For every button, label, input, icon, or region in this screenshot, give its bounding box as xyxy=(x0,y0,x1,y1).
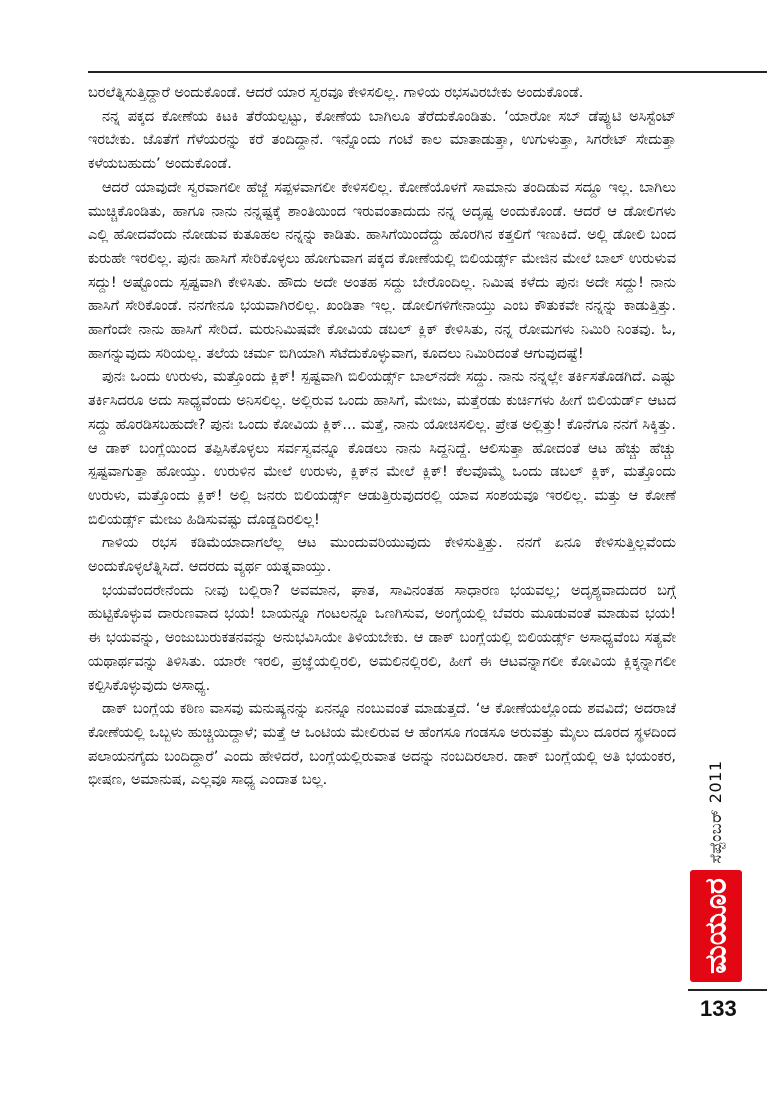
article-body xyxy=(88,82,676,793)
page-number: 133 xyxy=(700,996,737,1021)
paragraph: ನನ್ನ ಪಕ್ಕದ ಕೋಣೆಯ ಕಿಟಕಿ ತೆರೆಯಲ್ಪಟ್ಟು, ಕೋಣೆಯ ಬಾಗಿಲೂ ತೆರೆದುಕೊಂಡಿತು. ‘ಯಾರೋ ಸಬ್ ಡೆಪ್ಯುಟಿ ಅಸಿಸ್ಟೆಂಟ್ ಇರಬೇಕು. ಜೊತೆಗೆ ಗೆಳೆಯರನ್ನು ಕರೆ ತಂದಿದ್ದಾನೆ. ಇನ್ನೊಂದು ಗಂಟೆ ಕಾಲ ಮಾತಾಡುತ್ತಾ, ಉಗುಳುತ್ತಾ, ಸಿಗರೇಟ್ ಸೇದುತ್ತಾ ಕಳೆಯಬಹುದು’ ಅಂದುಕೊಂಡೆ. xyxy=(88,108,676,173)
bottom-rule xyxy=(688,989,767,991)
magazine-logo xyxy=(690,870,742,982)
magazine-logo-text: ಮಯೂರ xyxy=(698,878,734,974)
paragraph: ಪುನಃ ಒಂದು ಉರುಳು, ಮತ್ತೊಂದು ಕ್ಲಿಕ್! ಸ್ಪಷ್ಟವಾಗಿ ಬಿಲಿಯರ್ಡ್ಸ್ ಬಾಲ್‌ನದೇ ಸದ್ದು. ನಾನು ನನ್ನಲ್ಲೇ ತರ್ಕಿಸತೊಡಗಿದೆ. ಎಷ್ಟು ತರ್ಕಿಸಿದರೂ ಅದು ಸಾಧ್ಯವೆಂದು ಅನಿಸಲಿಲ್ಲ. ಅಲ್ಲಿರುವ ಒಂದು ಹಾಸಿಗೆ, ಮೇಜು, ಮತ್ತೆರಡು ಕುರ್ಚಿಗಳು ಹೀಗೆ ಬಿಲಿಯರ್ಡ್ ಆಟದ ಸದ್ದು ಹೊರಡಿಸಬಹುದೇ? ಪುನಃ ಒಂದು ಕೋವಿಯ ಕ್ಲಿಕ್... ಮತ್ತೆ, ನಾನು ಯೋಚಿಸಲಿಲ್ಲ. ಪ್ರೇತ ಅಲ್ಲಿತ್ತು! ಕೊನೆಗೂ ನನಗೆ ಸಿಕ್ಕಿತ್ತು. ಆ ಡಾಕ್ ಬಂಗ್ಲೆಯಿಂದ ತಪ್ಪಿಸಿಕೊಳ್ಳಲು ಸರ್ವಸ್ವವನ್ನೂ ಕೊಡಲು ನಾನು ಸಿದ್ದನಿದ್ದೆ. ಆಲಿಸುತ್ತಾ ಹೋದಂತೆ ಆಟ ಹೆಚ್ಚು ಹೆಚ್ಚು ಸ್ಪಷ್ಟವಾಗುತ್ತಾ ಹೋಯ್ತು. ಉರುಳಿನ ಮೇಲೆ ಉರುಳು, ಕ್ಲಿಕ್‌ನ ಮೇಲೆ ಕ್ಲಿಕ್! ಕೆಲವೊಮ್ಮೆ ಒಂದು ಡಬಲ್ ಕ್ಲಿಕ್, ಮತ್ತೊಂದು ಉರುಳು, ಮತ್ತೊಂದು ಕ್ಲಿಕ್! ಅಲ್ಲಿ ಜನರು ಬಿಲಿಯರ್ಡ್ಸ್ ಆಡುತ್ತಿರುವುದರಲ್ಲಿ ಯಾವ ಸಂಶಯವೂ ಇರಲಿಲ್ಲ. ಮತ್ತು ಆ ಕೋಣೆ ಬಿಲಿಯರ್ಡ್ಸ್ ಮೇಜು ಹಿಡಿಸುವಷ್ಟು ದೊಡ್ಡದಿರಲಿಲ್ಲ! xyxy=(88,369,676,528)
issue-date xyxy=(700,756,732,868)
paragraph: ಭಯವೆಂದರೇನೆಂದು ನೀವು ಬಲ್ಲಿರಾ? ಅವಮಾನ, ಘಾತ, ಸಾವಿನಂತಹ ಸಾಧಾರಣ ಭಯವಲ್ಲ; ಅದೃಶ್ಯವಾದುದರ ಬಗ್ಗೆ ಹುಟ್ಟಿಕೊಳ್ಳುವ ದಾರುಣವಾದ ಭಯ! ಬಾಯನ್ನೂ ಗಂಟಲನ್ನೂ ಒಣಗಿಸುವ, ಅಂಗೈಯಲ್ಲಿ ಬೆವರು ಮೂಡುವಂತೆ ಮಾಡುವ ಭಯ! ಈ ಭಯವನ್ನು, ಅಂಜುಬುರುಕತನವನ್ನು ಅನುಭವಿಸಿಯೇ ತಿಳಿಯಬೇಕು. ಆ ಡಾಕ್ ಬಂಗ್ಲೆಯಲ್ಲಿ ಬಿಲಿಯರ್ಡ್ಸ್ ಅಸಾಧ್ಯವೆಂಬ ಸತ್ಯವೇ ಯಥಾರ್ಥವನ್ನು ತಿಳಿಸಿತು. ಯಾರೇ ಇರಲಿ, ಪ್ರಜ್ಞೆಯಲ್ಲಿರಲಿ, ಅಮಲಿನಲ್ಲಿರಲಿ, ಹೀಗೆ ಈ ಆಟವನ್ನಾಗಲೀ ಕೋವಿಯ ಕ್ಲಿಕ್ಕನ್ನಾಗಲೀ ಕಲ್ಪಿಸಿಕೊಳ್ಳುವುದು ಅಸಾಧ್ಯ. xyxy=(88,582,676,694)
paragraph: ಗಾಳಿಯ ರಭಸ ಕಡಿಮೆಯಾದಾಗಲೆಲ್ಲ ಆಟ ಮುಂದುವರಿಯುವುದು ಕೇಳಿಸುತ್ತಿತ್ತು. ನನಗೆ ಏನೂ ಕೇಳಿಸುತ್ತಿಲ್ಲವೆಂದು ಅಂದುಕೊಳ್ಳಲೆತ್ನಿಸಿದೆ. ಆದರದು ವ್ಯರ್ಥ ಯತ್ನವಾಯ್ತು. xyxy=(88,535,676,576)
paragraph: ಡಾಕ್ ಬಂಗ್ಲೆಯ ಕಠಿಣ ವಾಸವು ಮನುಷ್ಯನನ್ನು ಏನನ್ನೂ ನಂಬುವಂತೆ ಮಾಡುತ್ತದೆ. ‘ಆ ಕೋಣೆಯಲ್ಲೊಂದು ಶವವಿದೆ; ಅದರಾಚೆ ಕೋಣೆಯಲ್ಲಿ ಒಬ್ಬಳು ಹುಚ್ಚಿಯಿದ್ದಾಳೆ; ಮತ್ತೆ ಆ ಒಂಟಿಯ ಮೇಲಿರುವ ಆ ಹೆಂಗಸೂ ಗಂಡಸೂ ಅರುವತ್ತು ಮೈಲು ದೂರದ ಸ್ಥಳದಿಂದ ಪಲಾಯನಗೈದು ಬಂದಿದ್ದಾರೆ’ ಎಂದು ಹೇಳಿದರೆ, ಬಂಗ್ಲೆಯಲ್ಲಿರುವಾತ ಅದನ್ನು ನಂಬದಿರಲಾರ. ಡಾಕ್ ಬಂಗ್ಲೆಯಲ್ಲಿ ಅತಿ ಭಯಂಕರ, ಭೀಷಣ, ಅಮಾನುಷ, ಎಲ್ಲವೂ ಸಾಧ್ಯ ಎಂದಾತ ಬಲ್ಲ. xyxy=(88,701,676,789)
paragraph: ಬರಲೆತ್ನಿಸುತ್ತಿದ್ದಾರೆ ಅಂದುಕೊಂಡೆ. ಆದರೆ ಯಾರ ಸ್ವರವೂ ಕೇಳಿಸಲಿಲ್ಲ. ಗಾಳಿಯ ರಭಸವಿರಬೇಕು ಅಂದುಕೊಂಡೆ. xyxy=(88,85,584,101)
issue-date-text: ಸೆಪ್ಟೆಂಬರ್ 2011 xyxy=(706,760,725,864)
top-rule xyxy=(88,71,767,73)
paragraph: ಆದರೆ ಯಾವುದೇ ಸ್ವರವಾಗಲೀ ಹೆಜ್ಜೆ ಸಪ್ಪಳವಾಗಲೀ ಕೇಳಿಸಲಿಲ್ಲ. ಕೋಣೆಯೊಳಗೆ ಸಾಮಾನು ತಂದಿಡುವ ಸದ್ದೂ ಇಲ್ಲ. ಬಾಗಿಲು ಮುಚ್ಚಿಕೊಂಡಿತು, ಹಾಗೂ ನಾನು ನನ್ನಷ್ಟಕ್ಕೆ ಶಾಂತಿಯಿಂದ ಇರುವಂತಾದುದು ನನ್ನ ಅದೃಷ್ಟ ಅಂದುಕೊಂಡೆ. ಆದರೆ ಆ ಡೋಲಿಗಳು ಎಲ್ಲಿ ಹೋದವೆಂದು ನೋಡುವ ಕುತೂಹಲ ನನ್ನನ್ನು ಕಾಡಿತು. ಹಾಸಿಗೆಯಿಂದೆದ್ದು ಹೊರಗಿನ ಕತ್ತಲಿಗೆ ಇಣುಕಿದೆ. ಅಲ್ಲಿ ಡೋಲಿ ಬಂದ ಕುರುಹೇ ಇರಲಿಲ್ಲ. ಪುನಃ ಹಾಸಿಗೆ ಸೇರಿಕೊಳ್ಳಲು ಹೋಗುವಾಗ ಪಕ್ಕದ ಕೋಣೆಯಲ್ಲಿ ಬಿಲಿಯರ್ಡ್ಸ್ ಮೇಜಿನ ಮೇಲೆ ಬಾಲ್ ಉರುಳುವ ಸದ್ದು! ಅಷ್ಟೊಂದು ಸ್ಪಷ್ಟವಾಗಿ ಕೇಳಿಸಿತು. ಹೌದು ಅದೇ ಅಂತಹ ಸದ್ದು ಬೇರೊಂದಿಲ್ಲ. ನಿಮಿಷ ಕಳೆದು ಪುನಃ ಅದೇ ಸದ್ದು! ನಾನು ಹಾಸಿಗೆ ಸೇರಿಕೊಂಡೆ. ನನಗೇನೂ ಭಯವಾಗಿರಲಿಲ್ಲ. ಖಂಡಿತಾ ಇಲ್ಲ. ಡೋಲಿಗಳಿಗೇನಾಯ್ತು ಎಂಬ ಕೌತುಕವೇ ನನ್ನನ್ನು ಕಾಡುತ್ತಿತ್ತು. ಹಾಗೆಂದೇ ನಾನು ಹಾಸಿಗೆ ಸೇರಿದೆ. ಮರುನಿಮಿಷವೇ ಕೋವಿಯ ಡಬಲ್ ಕ್ಲಿಕ್ ಕೇಳಿಸಿತು, ನನ್ನ ರೋಮಗಳು ನಿಮಿರಿ ನಿಂತವು. ಓ, ಹಾಗನ್ನುವುದು ಸರಿಯಲ್ಲ. ತಲೆಯ ಚರ್ಮ ಬಿಗಿಯಾಗಿ ಸೆಟೆದುಕೊಳ್ಳುವಾಗ, ಕೂದಲು ನಿಮಿರಿದಂತೆ ಆಗುವುದಷ್ಟೆ! xyxy=(88,179,676,362)
